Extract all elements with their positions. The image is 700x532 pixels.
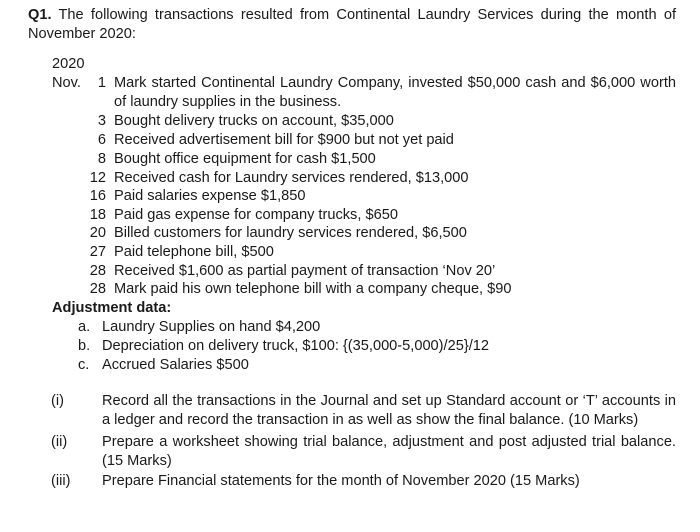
- transaction-day: 12: [89, 170, 106, 186]
- adjustment-text: Accrued Salaries $500: [102, 357, 249, 373]
- question-text: Prepare Financial statements for the month of November 2020 (15 Marks): [102, 473, 580, 489]
- transaction-day: 1: [97, 75, 106, 91]
- transaction-day: 3: [97, 113, 106, 129]
- adjustment-letter: c.: [78, 357, 90, 373]
- transaction-text: Bought delivery trucks on account, $35,000: [114, 113, 394, 129]
- transaction-text: Received $1,600 as partial payment of transaction ‘Nov 20’: [114, 263, 496, 279]
- transaction-day: 20: [89, 225, 106, 241]
- adjustment-letter: b.: [78, 338, 91, 354]
- transaction-text: Paid salaries expense $1,850: [114, 188, 306, 204]
- transaction-text: Mark paid his own telephone bill with a company cheque, $90: [114, 281, 512, 297]
- question-text: Prepare a worksheet showing trial balance, adjustment and post adjusted trial balance. (15 Marks): [102, 434, 676, 469]
- question-number: (ii): [51, 434, 68, 450]
- question-label: Q1.: [28, 7, 52, 23]
- adjustment-letter: a.: [78, 319, 91, 335]
- transaction-text: Paid telephone bill, $500: [114, 244, 274, 260]
- transaction-text: Mark started Continental Laundry Company, invested $50,000 cash and $6,000 worth of laundry supplies in the business.: [114, 75, 676, 110]
- transaction-day: 6: [97, 132, 106, 148]
- adjustment-text: Laundry Supplies on hand $4,200: [102, 319, 321, 335]
- adjustment-text: Depreciation on delivery truck, $100: {(35,000-5,000)/25}/12: [102, 338, 489, 354]
- transaction-day: 27: [89, 244, 106, 260]
- transaction-text: Billed customers for laundry services rendered, $6,500: [114, 225, 467, 241]
- transaction-day: 28: [89, 263, 106, 279]
- question-intro: [28, 6, 676, 44]
- transaction-month: Nov.: [52, 75, 81, 91]
- transaction-day: 18: [89, 207, 106, 223]
- question-text: Record all the transactions in the Journal and set up Standard account or ‘T’ accounts in a ledger and record the transaction in as well as show the final balance. (10 Marks): [102, 393, 676, 428]
- transaction-text: Paid gas expense for company trucks, $650: [114, 207, 398, 223]
- question-number: (iii): [51, 473, 71, 489]
- transaction-text: Bought office equipment for cash $1,500: [114, 151, 376, 167]
- year-label: 2020: [52, 56, 85, 72]
- question-intro-text: The following transactions resulted from Continental Laundry Services during the month of November 2020:: [28, 7, 676, 42]
- question-number: (i): [51, 393, 64, 409]
- transaction-day: 28: [89, 281, 106, 297]
- adjustment-heading: Adjustment data:: [52, 300, 172, 316]
- transaction-text: Received cash for Laundry services rendered, $13,000: [114, 170, 469, 186]
- transaction-text: Received advertisement bill for $900 but not yet paid: [114, 132, 454, 148]
- transaction-day: 8: [97, 151, 106, 167]
- transaction-day: 16: [89, 188, 106, 204]
